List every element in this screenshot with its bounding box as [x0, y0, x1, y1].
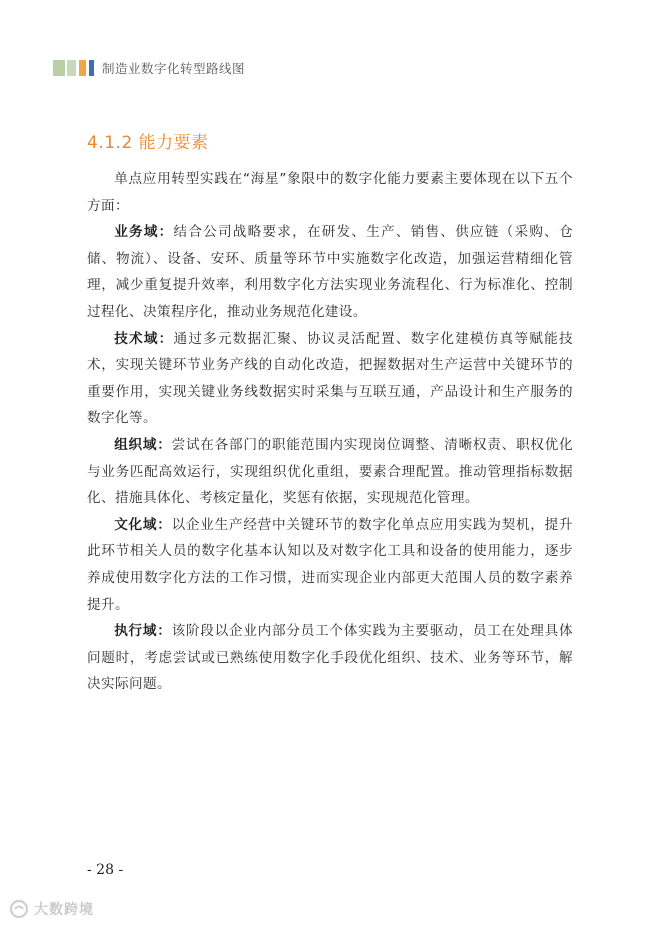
body-text: [87, 166, 573, 698]
item-term: 技术域：: [114, 330, 174, 347]
item-text: 尝试在各部门的职能范围内实现岗位调整、清晰权责、职权优化与业务匹配高效运行，实现组织优化重组，要素合理配置。推动管理指标数据化、措施具体化、考核定量化，奖惩有依据，实现规范化管理。: [87, 436, 573, 507]
item-text: 该阶段以企业内部分员工个体实践为主要驱动，员工在处理具体问题时，考虑尝试或已熟练使用数字化手段优化组织、技术、业务等环节，解决实际问题。: [87, 623, 573, 693]
item-paragraph: [87, 326, 573, 432]
item-term: 组织域：: [114, 436, 172, 453]
page-number: - 28 -: [87, 862, 124, 878]
header-decor-block-1: [53, 60, 65, 76]
item-term: 文化域：: [114, 516, 172, 533]
item-term: 业务域：: [114, 224, 174, 241]
brand-logo-icon: [8, 898, 30, 920]
item-paragraph: [87, 512, 573, 618]
item-paragraph: [87, 618, 573, 698]
header-decor-block-4: [89, 60, 94, 76]
watermark: [8, 898, 94, 920]
item-text: 通过多元数据汇聚、协议灵活配置、数字化建模仿真等赋能技术，实现关键环节业务产线的自动化改造，把握数据对生产运营中关键环节的重要作用，实现关键业务线数据实时采集与互联互通，产品设计和生产服务的数字化等。: [87, 330, 573, 427]
item-paragraph: [87, 219, 573, 325]
section-title: 4.1.2 能力要素: [87, 133, 209, 153]
item-term: 执行域：: [114, 623, 172, 640]
header-title: 制造业数字化转型路线图: [102, 61, 246, 76]
header-decor-block-2: [67, 60, 76, 76]
item-paragraph: [87, 432, 573, 512]
item-text: 结合公司战略要求，在研发、生产、销售、供应链（采购、仓储、物流）、设备、安环、质量等环节中实施数字化改造，加强运营精细化管理，减少重复提升效率，利用数字化方法实现业务流程化、行为标准化、控制过程化、决策程序化，推动业务规范化建设。: [87, 224, 573, 320]
item-text: 以企业生产经营中关键环节的数字化单点应用实践为契机，提升此环节相关人员的数字化基本认知以及对数字化工具和设备的使用能力，逐步养成使用数字化方法的工作习惯，进而实现企业内部更大范围人员的数字素养提升。: [87, 516, 573, 613]
intro-paragraph: 单点应用转型实践在“海星”象限中的数字化能力要素主要体现在以下五个方面：: [87, 171, 573, 214]
running-header: [53, 60, 245, 76]
watermark-text: 大数跨境: [34, 902, 94, 918]
header-decor-block-3: [79, 60, 86, 76]
